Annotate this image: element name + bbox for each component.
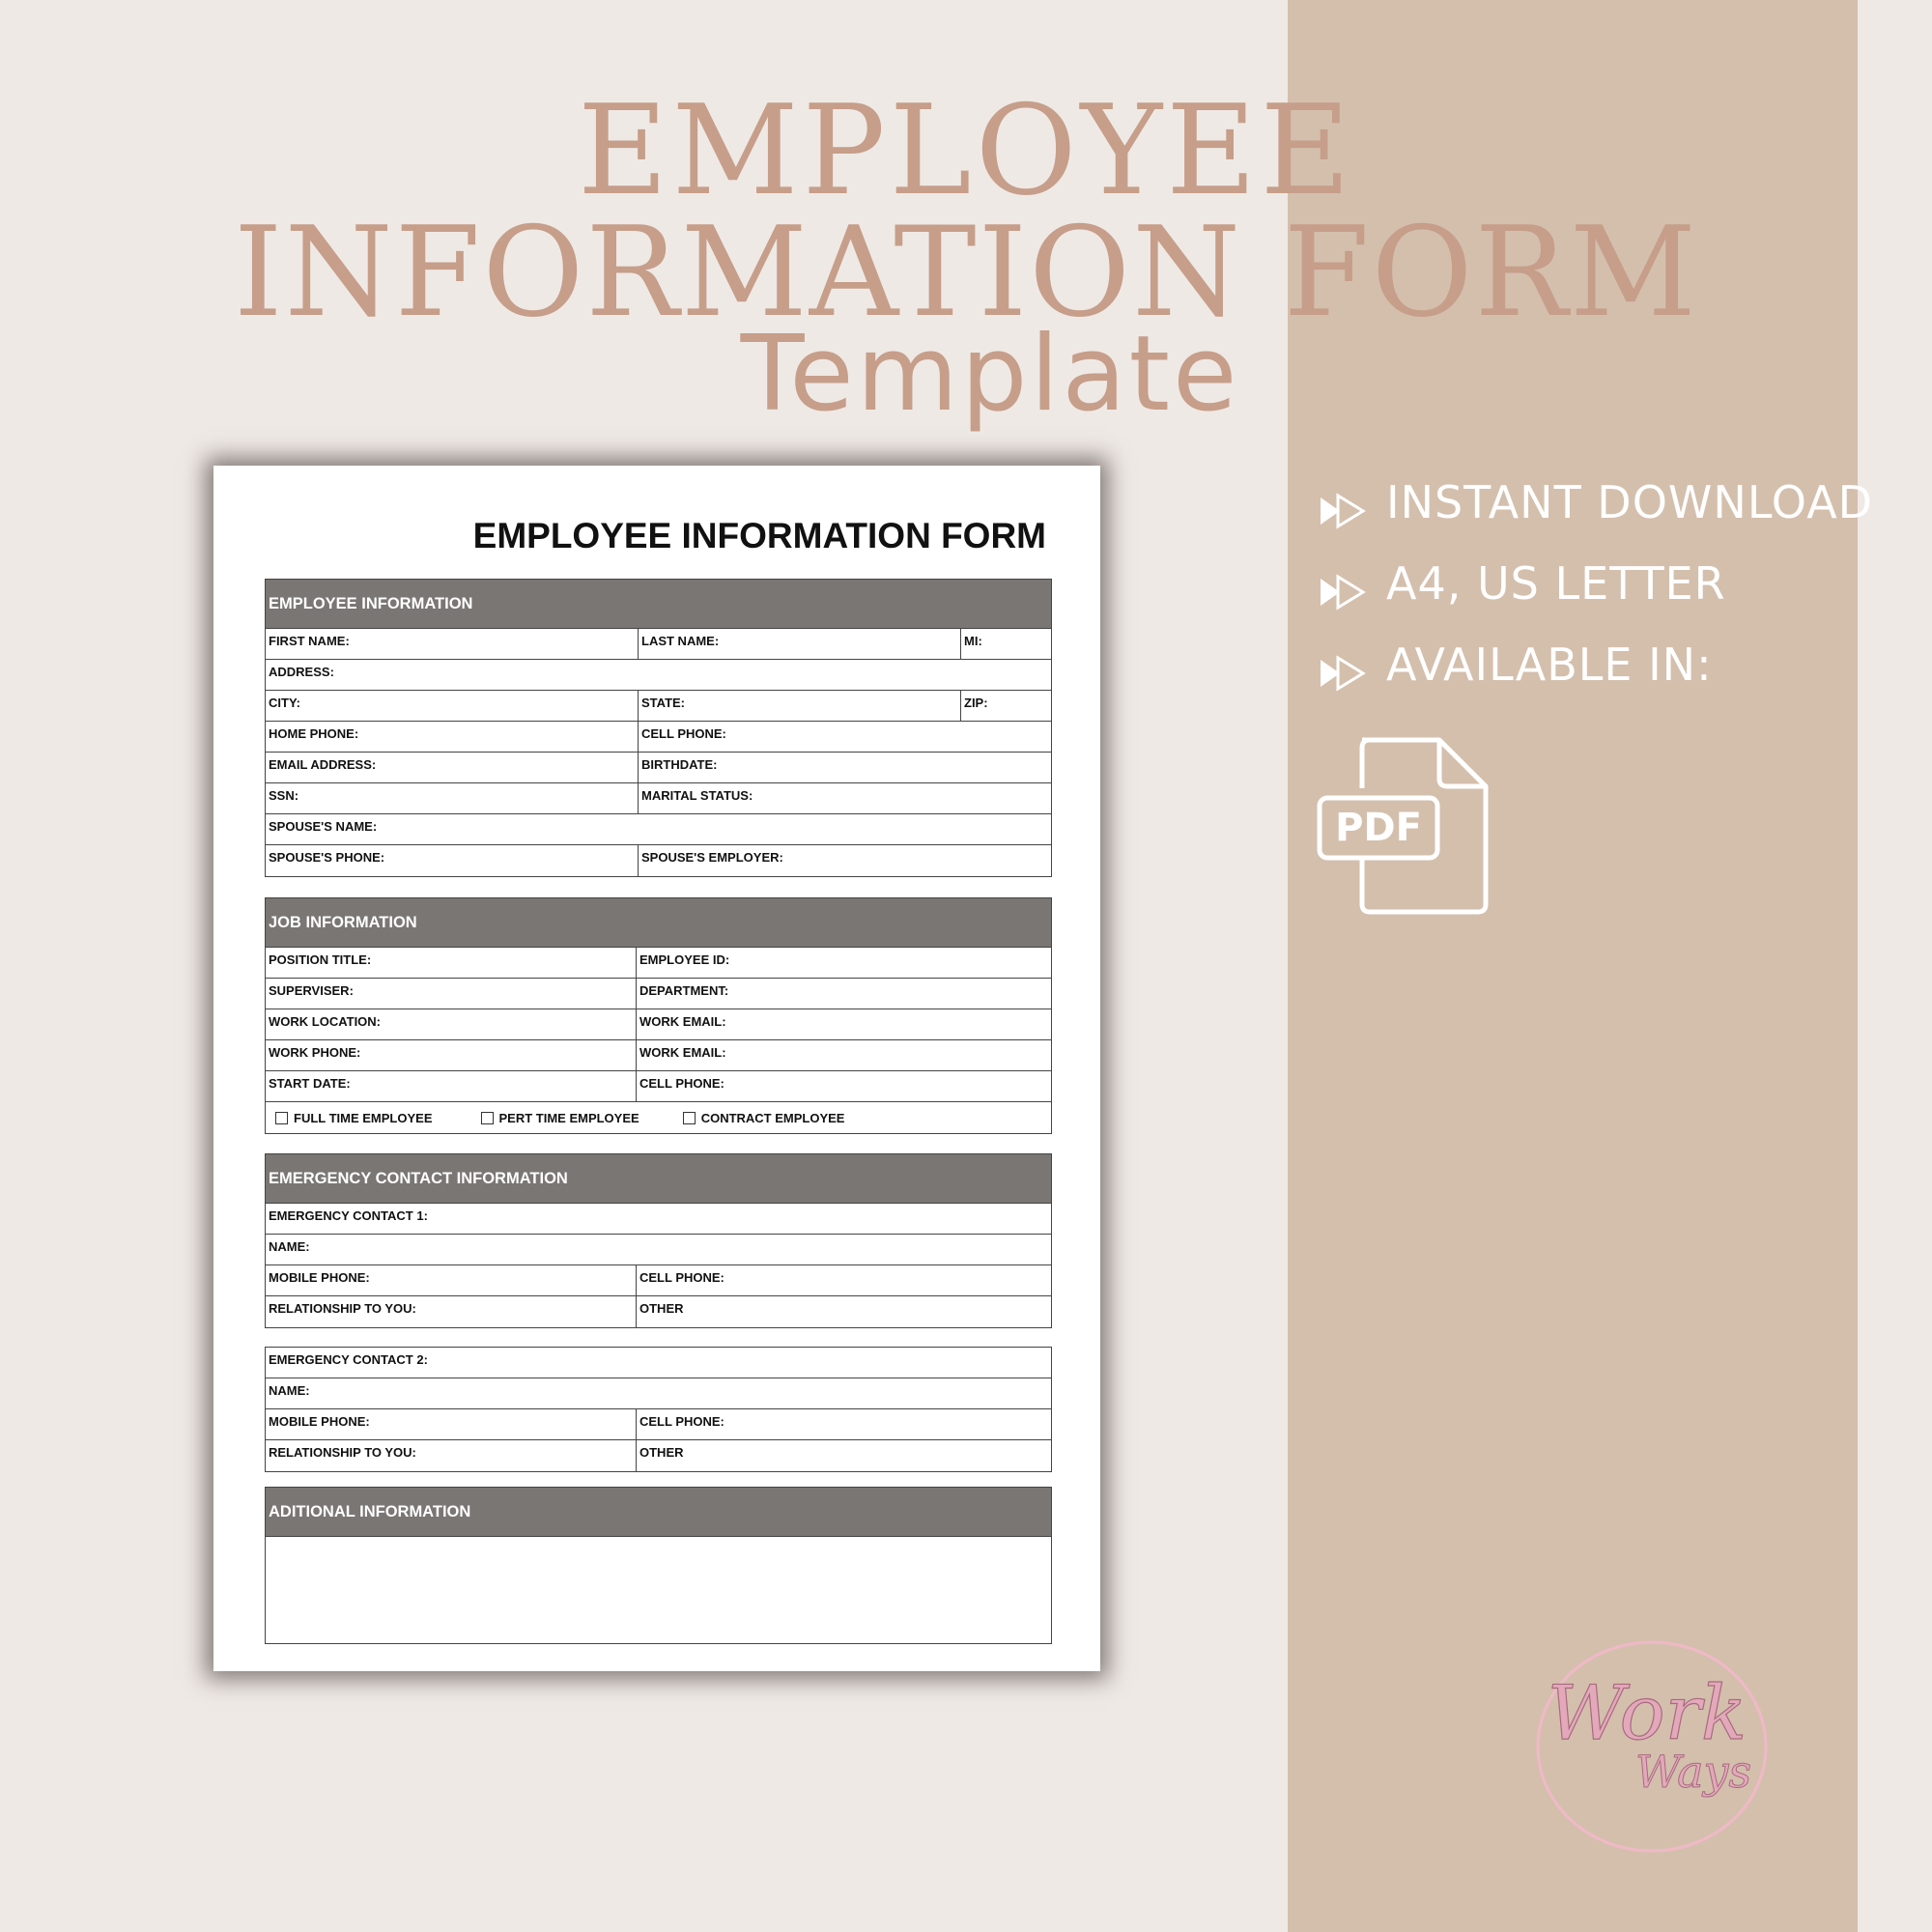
feature-item bbox=[1319, 543, 1873, 624]
checkbox-contract[interactable] bbox=[683, 1111, 845, 1125]
field-contact-1-relationship[interactable]: RELATIONSHIP TO YOU: bbox=[269, 1301, 416, 1316]
feature-label: INSTANT DOWNLOAD bbox=[1386, 476, 1874, 528]
form-row bbox=[266, 814, 1051, 845]
checkbox-full-time[interactable] bbox=[275, 1111, 433, 1125]
field-job-cell-phone[interactable]: CELL PHONE: bbox=[636, 1071, 1051, 1101]
headline-line-1: EMPLOYEE bbox=[578, 79, 1354, 223]
field-supervisor[interactable]: SUPERVISER: bbox=[269, 983, 354, 998]
form-row bbox=[266, 722, 1051, 753]
checkbox-label: FULL TIME EMPLOYEE bbox=[294, 1110, 433, 1125]
feature-label: AVAILABLE IN: bbox=[1386, 639, 1713, 691]
checkbox-icon bbox=[275, 1112, 288, 1124]
field-spouse-phone[interactable]: SPOUSE'S PHONE: bbox=[269, 850, 385, 865]
field-position-title[interactable]: POSITION TITLE: bbox=[269, 952, 372, 967]
form-row bbox=[266, 1071, 1051, 1102]
field-contact-2-cell[interactable]: CELL PHONE: bbox=[636, 1409, 1051, 1439]
form-row bbox=[266, 629, 1051, 660]
emergency-contact-section bbox=[265, 1153, 1052, 1328]
form-row bbox=[266, 753, 1051, 783]
checkbox-label: PERT TIME EMPLOYEE bbox=[498, 1110, 639, 1125]
field-birthdate[interactable]: BIRTHDATE: bbox=[638, 753, 1051, 782]
feature-item bbox=[1319, 462, 1873, 543]
form-row bbox=[266, 660, 1051, 691]
emergency-contact-2-section bbox=[265, 1347, 1052, 1472]
additional-information-section bbox=[265, 1487, 1052, 1644]
field-contact-1-mobile[interactable]: MOBILE PHONE: bbox=[269, 1270, 370, 1285]
employment-type-row bbox=[266, 1102, 1051, 1133]
headline-subtitle: Template bbox=[740, 314, 1240, 435]
checkbox-icon bbox=[683, 1112, 696, 1124]
field-emergency-contact-2[interactable]: EMERGENCY CONTACT 2: bbox=[269, 1352, 428, 1367]
section-header: EMERGENCY CONTACT INFORMATION bbox=[266, 1154, 1051, 1204]
field-contact-1-name[interactable]: NAME: bbox=[269, 1239, 310, 1254]
checkbox-label: CONTRACT EMPLOYEE bbox=[700, 1110, 845, 1125]
logo-word-1: Work bbox=[1547, 1670, 1747, 1757]
field-contact-1-cell[interactable]: CELL PHONE: bbox=[636, 1265, 1051, 1295]
form-row bbox=[266, 1204, 1051, 1235]
field-employee-id[interactable]: EMPLOYEE ID: bbox=[636, 948, 1051, 978]
logo-word-2: Ways bbox=[1634, 1746, 1752, 1798]
checkbox-icon bbox=[481, 1112, 494, 1124]
document-preview bbox=[213, 466, 1100, 1671]
fast-forward-icon bbox=[1319, 573, 1367, 611]
field-last-name[interactable]: LAST NAME: bbox=[638, 629, 960, 659]
checkbox-part-time[interactable] bbox=[481, 1111, 639, 1125]
form-row bbox=[266, 979, 1051, 1009]
field-work-phone[interactable]: WORK PHONE: bbox=[269, 1045, 361, 1060]
field-contact-2-name[interactable]: NAME: bbox=[269, 1383, 310, 1398]
pdf-label: PDF bbox=[1335, 806, 1422, 850]
form-row bbox=[266, 1440, 1051, 1471]
form-row bbox=[266, 1296, 1051, 1327]
field-contact-1-other[interactable]: OTHER bbox=[636, 1296, 1051, 1327]
field-work-email[interactable]: WORK EMAIL: bbox=[636, 1009, 1051, 1039]
feature-list bbox=[1319, 462, 1873, 705]
employee-information-section bbox=[265, 579, 1052, 877]
headline-line-2: INFORMATION FORM bbox=[234, 201, 1698, 345]
field-contact-2-relationship[interactable]: RELATIONSHIP TO YOU: bbox=[269, 1445, 416, 1460]
form-row bbox=[266, 1235, 1051, 1265]
field-contact-2-mobile[interactable]: MOBILE PHONE: bbox=[269, 1414, 370, 1429]
form-row bbox=[266, 948, 1051, 979]
form-row bbox=[266, 1040, 1051, 1071]
form-row bbox=[266, 1348, 1051, 1378]
fast-forward-icon bbox=[1319, 492, 1367, 530]
form-row bbox=[266, 691, 1051, 722]
field-home-phone[interactable]: HOME PHONE: bbox=[269, 726, 359, 741]
work-ways-logo bbox=[1521, 1633, 1792, 1855]
section-header: EMPLOYEE INFORMATION bbox=[266, 580, 1051, 629]
section-header: ADITIONAL INFORMATION bbox=[266, 1488, 1051, 1537]
field-first-name[interactable]: FIRST NAME: bbox=[269, 634, 350, 648]
field-city[interactable]: CITY: bbox=[269, 696, 300, 710]
field-work-email-2[interactable]: WORK EMAIL: bbox=[636, 1040, 1051, 1070]
field-ssn[interactable]: SSN: bbox=[269, 788, 299, 803]
form-row bbox=[266, 783, 1051, 814]
fast-forward-icon bbox=[1319, 654, 1367, 693]
form-row bbox=[266, 1378, 1051, 1409]
field-email-address[interactable]: EMAIL ADDRESS: bbox=[269, 757, 377, 772]
field-cell-phone[interactable]: CELL PHONE: bbox=[638, 722, 1051, 752]
field-spouse-name[interactable]: SPOUSE'S NAME: bbox=[269, 819, 378, 834]
field-zip[interactable]: ZIP: bbox=[960, 691, 1051, 721]
field-mi[interactable]: MI: bbox=[960, 629, 1051, 659]
job-information-section bbox=[265, 897, 1052, 1134]
feature-item bbox=[1319, 624, 1873, 705]
form-row bbox=[266, 1265, 1051, 1296]
section-header: JOB INFORMATION bbox=[266, 898, 1051, 948]
form-row bbox=[266, 1409, 1051, 1440]
additional-notes-area[interactable] bbox=[266, 1537, 1051, 1643]
form-row bbox=[266, 1009, 1051, 1040]
form-title: EMPLOYEE INFORMATION FORM bbox=[472, 516, 1046, 555]
field-address[interactable]: ADDRESS: bbox=[269, 665, 334, 679]
field-department[interactable]: DEPARTMENT: bbox=[636, 979, 1051, 1009]
field-marital-status[interactable]: MARITAL STATUS: bbox=[638, 783, 1051, 813]
field-emergency-contact-1[interactable]: EMERGENCY CONTACT 1: bbox=[269, 1208, 428, 1223]
pdf-file-icon bbox=[1316, 736, 1493, 916]
field-contact-2-other[interactable]: OTHER bbox=[636, 1440, 1051, 1471]
field-spouse-employer[interactable]: SPOUSE'S EMPLOYER: bbox=[638, 845, 1051, 876]
field-start-date[interactable]: START DATE: bbox=[269, 1076, 351, 1091]
field-work-location[interactable]: WORK LOCATION: bbox=[269, 1014, 382, 1029]
field-state[interactable]: STATE: bbox=[638, 691, 960, 721]
form-row bbox=[266, 845, 1051, 876]
feature-label: A4, US LETTER bbox=[1386, 557, 1726, 610]
